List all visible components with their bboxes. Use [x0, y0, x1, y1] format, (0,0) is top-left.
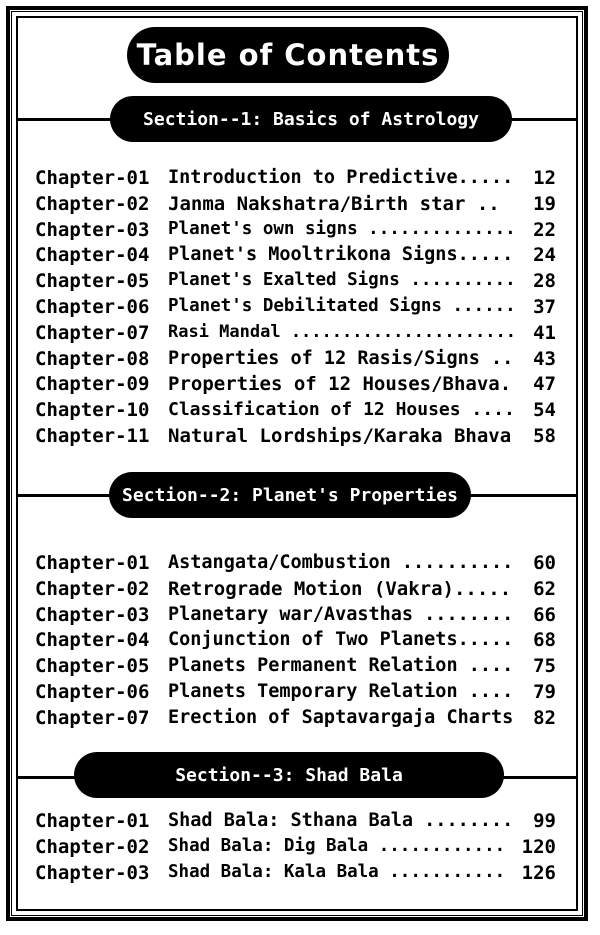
- page-number: 12: [533, 167, 556, 189]
- chapter-title: Natural Lordships/Karaka Bhava: [168, 425, 512, 447]
- chapter-title: Shad Bala: Dig Bala ............: [168, 835, 506, 856]
- chapter-title: Astangata/Combustion ..........: [168, 552, 514, 573]
- toc-row[interactable]: [0, 219, 600, 245]
- toc-row[interactable]: [0, 373, 600, 399]
- toc-row[interactable]: [0, 244, 600, 270]
- chapter-title: Properties of 12 Houses/Bhava.: [168, 373, 512, 396]
- chapter-title: Planet's Mooltrikona Signs.....: [168, 244, 514, 266]
- chapter-number: Chapter-03: [35, 218, 150, 241]
- chapter-title: Planet's Exalted Signs ..........: [168, 270, 516, 291]
- chapter-title: Planet's Debilitated Signs ......: [168, 296, 516, 316]
- chapter-title: Retrograde Motion (Vakra).....: [168, 577, 512, 600]
- chapter-number: Chapter-11: [35, 425, 150, 447]
- page-number: 82: [533, 706, 556, 729]
- chapter-number: Chapter-06: [35, 681, 150, 703]
- page-number: 22: [533, 218, 556, 241]
- chapter-number: Chapter-08: [35, 347, 150, 370]
- page-number: 37: [533, 296, 556, 318]
- toc-row[interactable]: [0, 836, 600, 862]
- chapter-number: Chapter-04: [35, 244, 150, 267]
- chapter-number: Chapter-05: [35, 655, 150, 678]
- chapter-title: Shad Bala: Sthana Bala ........: [168, 810, 514, 831]
- page-number: 68: [533, 629, 556, 652]
- chapter-number: Chapter-02: [35, 577, 150, 600]
- page-number: 28: [533, 270, 556, 293]
- toc-row[interactable]: [0, 270, 600, 296]
- chapter-title: Conjunction of Two Planets.....: [168, 629, 514, 651]
- toc-row[interactable]: [0, 862, 600, 888]
- chapter-number: Chapter-07: [35, 321, 150, 344]
- section-3-heading: Section--3: Shad Bala: [74, 752, 504, 798]
- chapter-number: Chapter-05: [35, 270, 150, 293]
- toc-row[interactable]: [0, 348, 600, 374]
- page-number: 41: [533, 321, 556, 344]
- page-number: 47: [533, 373, 556, 396]
- toc-row[interactable]: [0, 399, 600, 425]
- toc-row[interactable]: [0, 655, 600, 681]
- chapter-number: Chapter-03: [35, 603, 150, 626]
- chapter-number: Chapter-01: [35, 552, 150, 574]
- chapter-title: Erection of Saptavargaja Charts: [168, 706, 514, 728]
- section-2-heading: Section--2: Planet's Properties: [109, 472, 471, 518]
- page-number: 79: [533, 681, 556, 703]
- page-number: 126: [521, 861, 556, 884]
- page-number: 120: [521, 835, 556, 858]
- chapter-title: Planets Permanent Relation ....: [168, 655, 514, 677]
- toc-row[interactable]: [0, 425, 600, 451]
- chapter-number: Chapter-07: [35, 706, 150, 729]
- toc-row[interactable]: [0, 552, 600, 578]
- toc-row[interactable]: [0, 707, 600, 733]
- toc-row[interactable]: [0, 578, 600, 604]
- toc-row[interactable]: [0, 681, 600, 707]
- chapter-title: Janma Nakshatra/Birth star ..: [168, 192, 500, 215]
- toc-row[interactable]: [0, 322, 600, 348]
- chapter-number: Chapter-02: [35, 192, 150, 215]
- chapter-number: Chapter-09: [35, 373, 150, 396]
- page-number: 43: [533, 347, 556, 370]
- page-number: 60: [533, 552, 556, 574]
- chapter-number: Chapter-01: [35, 810, 150, 832]
- toc-row[interactable]: [0, 629, 600, 655]
- chapter-title: Planet's own signs ..............: [168, 218, 516, 239]
- page-number: 54: [533, 399, 556, 422]
- chapter-title: Planets Temporary Relation ....: [168, 681, 514, 702]
- chapter-number: Chapter-10: [35, 399, 150, 422]
- chapter-title: Properties of 12 Rasis/Signs ..: [168, 347, 514, 369]
- page-number: 19: [533, 192, 556, 215]
- toc-row[interactable]: [0, 810, 600, 836]
- chapter-number: Chapter-02: [35, 835, 150, 858]
- toc-row[interactable]: [0, 296, 600, 322]
- toc-row[interactable]: [0, 167, 600, 193]
- section-1-heading: Section--1: Basics of Astrology: [110, 96, 512, 142]
- chapter-title: Rasi Mandal ......................: [168, 321, 516, 342]
- page-number: 24: [533, 244, 556, 267]
- chapter-number: Chapter-04: [35, 629, 150, 652]
- toc-row[interactable]: [0, 193, 600, 219]
- page-number: 62: [533, 577, 556, 600]
- chapter-number: Chapter-01: [35, 167, 150, 189]
- page-number: 75: [533, 655, 556, 678]
- page-number: 58: [533, 425, 556, 447]
- chapter-number: Chapter-03: [35, 861, 150, 884]
- page-number: 99: [533, 810, 556, 832]
- page-number: 66: [533, 603, 556, 626]
- chapter-title: Planetary war/Avasthas ........: [168, 603, 514, 625]
- chapter-title: Shad Bala: Kala Bala ...........: [168, 861, 506, 882]
- page-title: Table of Contents: [127, 27, 449, 83]
- chapter-title: Classification of 12 Houses ....: [168, 399, 515, 421]
- chapter-number: Chapter-06: [35, 296, 150, 318]
- toc-row[interactable]: [0, 604, 600, 630]
- chapter-title: Introduction to Predictive.....: [168, 167, 514, 188]
